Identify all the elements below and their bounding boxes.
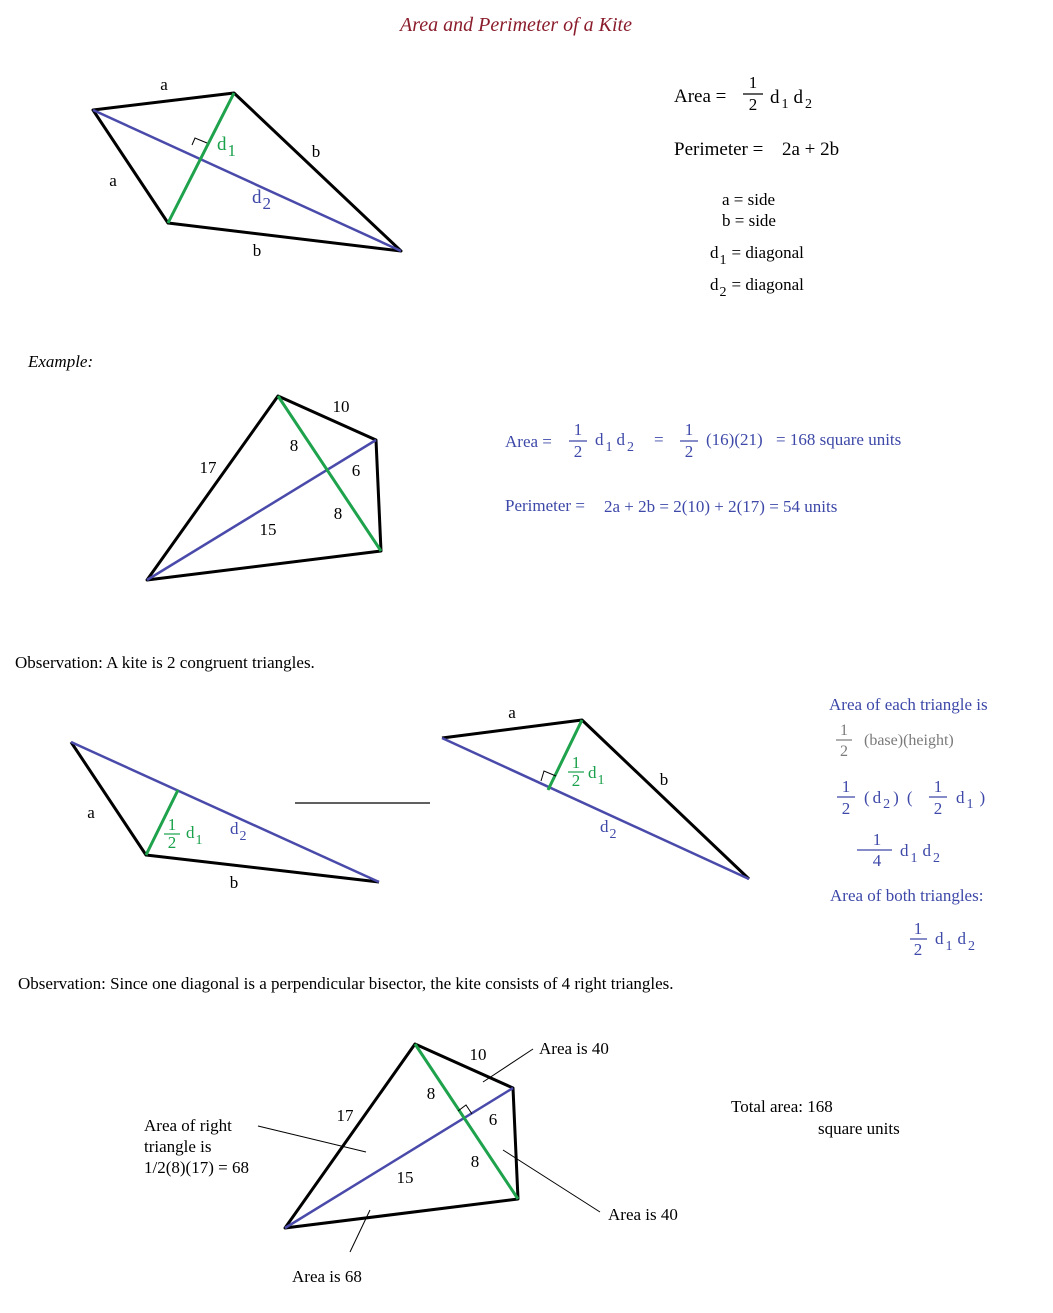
derivation-half-den-1: 2 xyxy=(840,743,848,760)
perimeter-formula-expr: 2a + 2b xyxy=(782,139,840,160)
derivation-half-num-2: 1 xyxy=(841,777,851,796)
example-calculations xyxy=(505,420,901,516)
derivation-half-num-3: 1 xyxy=(933,777,943,796)
base-height-text: (base)(height) xyxy=(864,732,954,749)
example-kite-outline xyxy=(147,396,381,580)
example-label-upper-half: 8 xyxy=(289,436,299,455)
four-triangles-kite-diagram xyxy=(285,1044,518,1228)
left-triangle-half-num: 1 xyxy=(167,815,177,834)
derivation-half-num-4: 1 xyxy=(913,919,923,938)
example-perimeter-label: Perimeter = xyxy=(505,496,585,515)
derivation-final-d1d2: d $_1$ d $_2$ xyxy=(935,929,975,954)
observation-2-text: Observation: Since one diagonal is a perpendicular bisector, the kite consists of 4 right triangles. xyxy=(18,974,674,993)
d1-label: d1 xyxy=(217,134,236,160)
example-perimeter-calc: 2a + 2b = 2(10) + 2(17) = 54 units xyxy=(604,497,838,516)
right-triangle-diagram xyxy=(442,703,749,879)
derivation-d2-term: ( d $_2$ ) ( xyxy=(864,788,913,812)
callout-line-left xyxy=(258,1126,366,1152)
derivation-quarter-num: 1 xyxy=(872,830,882,849)
right-triangle-half-den: 2 xyxy=(571,771,581,790)
side-label-b-right: b xyxy=(311,142,321,161)
legend-d2: $d_2$ = diagonal xyxy=(710,275,804,300)
derivation-half-den-4: 2 xyxy=(913,940,923,959)
bottom-kite-label-short-part: 6 xyxy=(488,1110,498,1129)
side-label-a-top: a xyxy=(160,75,168,94)
example-label-lower-half: 8 xyxy=(333,504,343,523)
example-area-equals: = xyxy=(654,430,664,449)
general-kite-diagram xyxy=(93,75,401,260)
half-numerator: 1 xyxy=(748,73,758,92)
example-heading: Example: xyxy=(28,352,94,371)
example-half-den-2: 2 xyxy=(684,442,694,461)
area-formula-label: Area = xyxy=(674,86,727,107)
example-area-values: (16)(21) xyxy=(706,430,763,449)
observation-1-text: Observation: A kite is 2 congruent triangles. xyxy=(15,653,315,672)
bottom-kite-label-upper-half: 8 xyxy=(426,1084,436,1103)
left-triangle-half-den: 2 xyxy=(167,833,177,852)
derivation-d1-term: d $_1$ ) xyxy=(956,788,986,812)
callout-line-bottom xyxy=(350,1210,370,1252)
left-triangle-diagram xyxy=(71,742,379,892)
area-callouts xyxy=(144,1039,678,1286)
derivation-half-num-1: 1 xyxy=(840,722,848,739)
perimeter-formula-label: Perimeter = xyxy=(674,139,764,160)
both-triangles-heading: Area of both triangles: xyxy=(830,886,984,905)
left-triangle-d1-label: $d_1$ xyxy=(186,823,203,848)
derivation-half-den-2: 2 xyxy=(841,799,851,818)
right-triangle-half-num: 1 xyxy=(571,753,581,772)
right-triangle-d1-label: $d_1$ xyxy=(588,763,605,788)
callout-right-text: Area is 40 xyxy=(608,1205,678,1224)
callout-left-line-3: 1/2(8)(17) = 68 xyxy=(144,1158,249,1177)
right-triangle-sides xyxy=(442,720,749,879)
formula-block xyxy=(674,73,839,300)
example-area-d1d2: d $_1$ d $_2$ xyxy=(595,430,634,455)
example-half-den: 2 xyxy=(573,442,583,461)
left-triangle-label-a: a xyxy=(87,803,95,822)
total-area-label: Total area: 168 xyxy=(731,1097,833,1116)
right-triangle-label-b: b xyxy=(659,770,669,789)
triangle-area-derivation xyxy=(829,695,988,959)
example-label-top-right: 10 xyxy=(332,397,350,416)
page-title: Area and Perimeter of a Kite xyxy=(400,14,632,36)
side-label-a-left: a xyxy=(109,171,117,190)
d2-label: d2 xyxy=(252,187,271,213)
callout-line-top xyxy=(483,1049,533,1082)
derivation-quarter-den: 4 xyxy=(872,851,882,870)
example-label-long-part: 15 xyxy=(259,520,277,539)
left-triangle-label-b: b xyxy=(229,873,239,892)
derivation-half-den-3: 2 xyxy=(933,799,943,818)
callout-top-text: Area is 40 xyxy=(539,1039,609,1058)
right-angle-mark xyxy=(192,138,207,145)
example-area-result: = 168 square units xyxy=(776,430,902,449)
right-triangle-d2-label: $d_2$ xyxy=(600,817,617,842)
example-half-num-2: 1 xyxy=(684,420,694,439)
bottom-kite-label-long-part: 15 xyxy=(396,1168,414,1187)
right-triangle-label-a: a xyxy=(508,703,516,722)
kite-outline xyxy=(93,93,401,251)
callout-left-line-2: triangle is xyxy=(144,1137,212,1156)
example-label-short-part: 6 xyxy=(351,461,361,480)
derivation-quarter-d1d2: d $_1$ d $_2$ xyxy=(900,841,940,866)
callout-bottom-text: Area is 68 xyxy=(292,1267,362,1286)
example-half-num: 1 xyxy=(573,420,583,439)
area-formula-d1d2: d $_1$ d $_2$ xyxy=(770,87,812,112)
right-triangle-d2 xyxy=(442,738,749,879)
bottom-kite-label-left: 17 xyxy=(336,1106,354,1125)
legend-a: a = side xyxy=(722,190,776,209)
callout-left-line-1: Area of right xyxy=(144,1116,232,1135)
bottom-kite-label-top-right: 10 xyxy=(469,1045,487,1064)
example-label-left: 17 xyxy=(199,458,217,477)
example-area-label: Area = xyxy=(505,432,552,451)
bottom-kite-label-lower-half: 8 xyxy=(470,1152,480,1171)
legend-b: b = side xyxy=(722,211,776,230)
each-triangle-heading: Area of each triangle is xyxy=(829,695,988,714)
legend-d1: $d_1$ = diagonal xyxy=(710,243,804,268)
half-denominator: 2 xyxy=(748,95,758,114)
left-triangle-d2-label: $d_2$ xyxy=(230,819,247,844)
bottom-kite-outline xyxy=(285,1044,518,1228)
side-label-b-bottom: b xyxy=(252,241,262,260)
example-kite-diagram xyxy=(147,396,381,580)
total-area-units: square units xyxy=(818,1119,900,1138)
diagonal-d1 xyxy=(168,93,234,223)
